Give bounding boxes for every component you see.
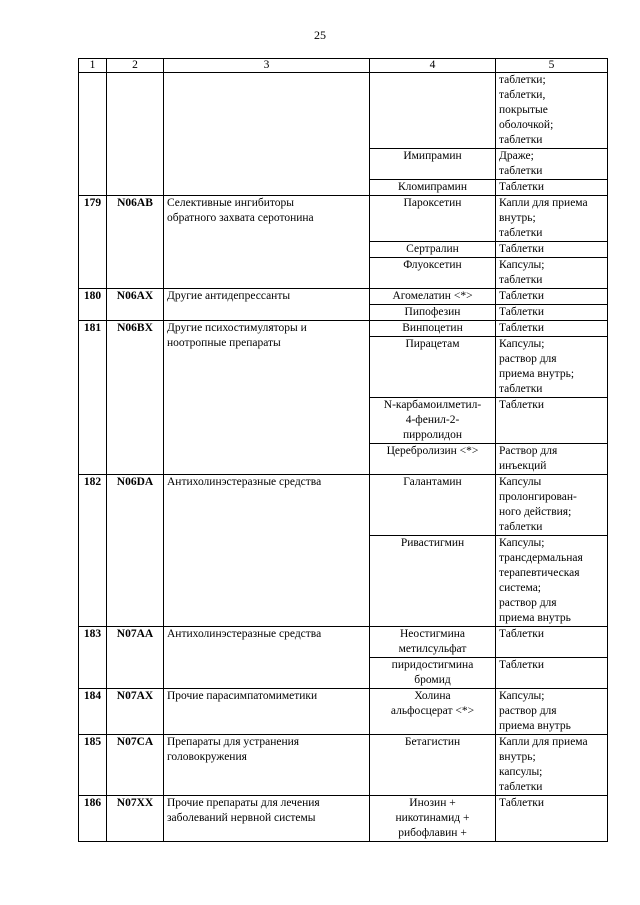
row-number: 179 [79,196,107,289]
column-header: 4 [370,59,496,73]
drug-name: Кломипрамин [370,180,496,196]
dosage-form: Таблетки [496,627,608,658]
dosage-form: Таблетки [496,242,608,258]
drug-name: пиридостигмина бромид [370,658,496,689]
table-header-row [79,59,608,73]
dosage-form: Капли для приема внутрь; таблетки [496,196,608,242]
group-name: Прочие препараты для лечения заболеваний нервной системы [164,796,370,842]
table-row [79,689,608,735]
dosage-form: Капсулы пролонгирован- ного действия; таблетки [496,475,608,536]
group-name: Антихолинэстеразные средства [164,627,370,689]
page-number: 25 [314,28,326,42]
drug-name: Флуоксетин [370,258,496,289]
row-number [79,73,107,196]
table-row [79,796,608,842]
atc-code: N07AX [107,689,164,735]
atc-code: N06AX [107,289,164,321]
row-number: 182 [79,475,107,627]
dosage-form: Таблетки [496,305,608,321]
dosage-form: Капсулы; таблетки [496,258,608,289]
dosage-form: Капсулы; трансдермальная терапевтическая система; раствор для приема внутрь [496,536,608,627]
drug-name: Ривастигмин [370,536,496,627]
dosage-form: Драже; таблетки [496,149,608,180]
table-row [79,321,608,337]
atc-code: N06BX [107,321,164,475]
group-name: Другие психостимуляторы и ноотропные препараты [164,321,370,475]
drug-name [370,73,496,149]
dosage-form: Таблетки [496,289,608,305]
group-name [164,73,370,196]
group-name: Антихолинэстеразные средства [164,475,370,627]
dosage-form: Капли для приема внутрь; капсулы; таблетки [496,735,608,796]
table-row [79,289,608,305]
drug-name: Галантамин [370,475,496,536]
dosage-form: Таблетки [496,398,608,444]
dosage-form: Таблетки [496,796,608,842]
table-row [79,475,608,536]
table-row [79,73,608,149]
dosage-form: Таблетки [496,180,608,196]
drug-name: Неостигмина метилсульфат [370,627,496,658]
drug-name: Винпоцетин [370,321,496,337]
table-row [79,735,608,796]
column-header: 2 [107,59,164,73]
dosage-form: Таблетки [496,321,608,337]
drug-name: Имипрамин [370,149,496,180]
drug-name: Агомелатин <*> [370,289,496,305]
row-number: 183 [79,627,107,689]
dosage-form: Таблетки [496,658,608,689]
drug-name: Церебролизин <*> [370,444,496,475]
drug-table [78,58,608,842]
dosage-form: Капсулы; раствор для приема внутрь [496,689,608,735]
atc-code: N07XX [107,796,164,842]
row-number: 180 [79,289,107,321]
column-header: 5 [496,59,608,73]
atc-code: N06AB [107,196,164,289]
group-name: Другие антидепрессанты [164,289,370,321]
drug-name: Пароксетин [370,196,496,242]
column-header: 1 [79,59,107,73]
drug-name: Бетагистин [370,735,496,796]
dosage-form: таблетки; таблетки, покрытые оболочкой; таблетки [496,73,608,149]
row-number: 184 [79,689,107,735]
table-row [79,196,608,242]
group-name: Селективные ингибиторы обратного захвата серотонина [164,196,370,289]
atc-code: N07AA [107,627,164,689]
drug-name: Инозин + никотинамид + рибофлавин + [370,796,496,842]
table-row [79,627,608,658]
atc-code: N06DA [107,475,164,627]
drug-name: Пирацетам [370,337,496,398]
row-number: 181 [79,321,107,475]
drug-name: N-карбамоилметил- 4-фенил-2- пирролидон [370,398,496,444]
drug-name: Пипофезин [370,305,496,321]
column-header: 3 [164,59,370,73]
dosage-form: Раствор для инъекций [496,444,608,475]
row-number: 185 [79,735,107,796]
dosage-form: Капсулы; раствор для приема внутрь; таблетки [496,337,608,398]
drug-name: Холина альфосцерат <*> [370,689,496,735]
row-number: 186 [79,796,107,842]
group-name: Прочие парасимпатомиметики [164,689,370,735]
drug-name: Сертралин [370,242,496,258]
group-name: Препараты для устранения головокружения [164,735,370,796]
atc-code [107,73,164,196]
atc-code: N07CA [107,735,164,796]
